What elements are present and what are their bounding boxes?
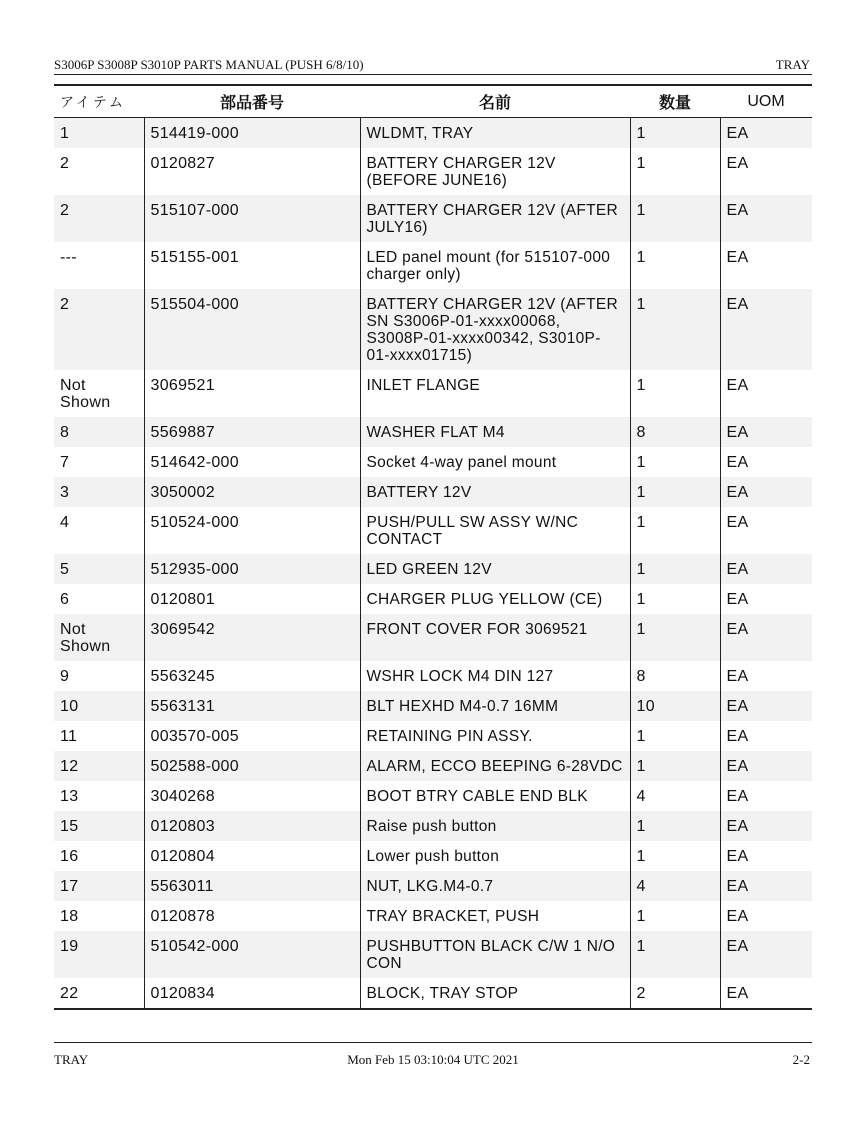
table-row [54, 507, 812, 554]
cell-quantity: 10 [630, 691, 720, 721]
parts-table-body [54, 118, 812, 1010]
cell-name: PUSHBUTTON BLACK C/W 1 N/O CON [360, 931, 630, 978]
parts-table [54, 84, 812, 1010]
column-header-item: アイテム [54, 85, 144, 118]
cell-uom: EA [720, 477, 812, 507]
cell-uom: EA [720, 931, 812, 978]
cell-quantity: 1 [630, 751, 720, 781]
cell-quantity: 1 [630, 584, 720, 614]
table-row [54, 370, 812, 417]
cell-part-number: 3069542 [144, 614, 360, 661]
cell-part-number: 5569887 [144, 417, 360, 447]
cell-quantity: 1 [630, 118, 720, 149]
cell-part-number: 5563131 [144, 691, 360, 721]
cell-quantity: 1 [630, 507, 720, 554]
table-row [54, 118, 812, 149]
column-header-uom: UOM [720, 85, 812, 118]
cell-uom: EA [720, 370, 812, 417]
parts-table-container [54, 84, 812, 1010]
cell-part-number: 0120827 [144, 148, 360, 195]
cell-item: --- [60, 249, 77, 266]
cell-item: 2 [54, 195, 144, 242]
table-row [54, 841, 812, 871]
cell-quantity: 1 [630, 811, 720, 841]
column-header-part-number: 部品番号 [144, 85, 360, 118]
cell-name: RETAINING PIN ASSY. [360, 721, 630, 751]
cell-quantity: 1 [630, 554, 720, 584]
table-row [54, 901, 812, 931]
cell-name: PUSH/PULL SW ASSY W/NC CONTACT [360, 507, 630, 554]
cell-name: BATTERY CHARGER 12V (AFTER JULY16) [360, 195, 630, 242]
cell-uom: EA [720, 614, 812, 661]
cell-uom: EA [720, 661, 812, 691]
table-row [54, 691, 812, 721]
section-name: TRAY [775, 57, 810, 72]
cell-uom: EA [720, 871, 812, 901]
cell-uom: EA [720, 447, 812, 477]
cell-name: LED GREEN 12V [360, 554, 630, 584]
cell-uom: EA [720, 554, 812, 584]
cell-uom: EA [720, 811, 812, 841]
cell-uom: EA [720, 781, 812, 811]
cell-item: 2 [54, 289, 144, 370]
cell-uom: EA [720, 584, 812, 614]
cell-name: WASHER FLAT M4 [360, 417, 630, 447]
cell-uom: EA [720, 195, 812, 242]
table-row [54, 751, 812, 781]
cell-item: Not Shown [54, 614, 144, 661]
cell-item: 10 [54, 691, 144, 721]
cell-item: 4 [60, 514, 70, 531]
cell-item: 15 [54, 811, 144, 841]
cell-part-number: 0120878 [144, 901, 360, 931]
cell-quantity: 1 [630, 195, 720, 242]
column-header-quantity: 数量 [630, 85, 720, 118]
table-row [54, 242, 812, 289]
column-header-name: 名前 [360, 85, 630, 118]
cell-quantity: 1 [630, 370, 720, 417]
table-row [54, 477, 812, 507]
cell-quantity: 1 [630, 901, 720, 931]
table-row [54, 554, 812, 584]
cell-quantity: 1 [630, 614, 720, 661]
cell-name: Lower push button [360, 841, 630, 871]
cell-item: 22 [60, 985, 79, 1002]
cell-part-number: 003570-005 [144, 721, 360, 751]
cell-name: TRAY BRACKET, PUSH [360, 901, 630, 931]
table-row [54, 781, 812, 811]
table-row [54, 661, 812, 691]
page-number: 2-2 [792, 1052, 810, 1067]
table-row [54, 931, 812, 978]
cell-part-number: 512935-000 [144, 554, 360, 584]
cell-name: LED panel mount (for 515107-000 charger only) [360, 242, 630, 289]
cell-name: WLDMT, TRAY [360, 118, 630, 149]
cell-item: 17 [54, 871, 144, 901]
cell-uom: EA [720, 417, 812, 447]
cell-part-number: 0120804 [144, 841, 360, 871]
cell-name: BOOT BTRY CABLE END BLK [360, 781, 630, 811]
cell-uom: EA [720, 118, 812, 149]
cell-name: Raise push button [360, 811, 630, 841]
table-row [54, 871, 812, 901]
cell-quantity: 4 [630, 781, 720, 811]
cell-quantity: 1 [630, 931, 720, 978]
cell-item: 1 [54, 118, 144, 149]
cell-part-number: 0120801 [144, 584, 360, 614]
cell-item: 6 [60, 591, 70, 608]
cell-name: CHARGER PLUG YELLOW (CE) [360, 584, 630, 614]
cell-quantity: 4 [630, 871, 720, 901]
cell-item: 12 [54, 751, 144, 781]
cell-item: 19 [54, 931, 144, 978]
cell-part-number: 510542-000 [144, 931, 360, 978]
cell-item: 18 [60, 908, 79, 925]
cell-part-number: 3050002 [144, 477, 360, 507]
cell-part-number: 514642-000 [144, 447, 360, 477]
cell-part-number: 5563245 [144, 661, 360, 691]
table-row [54, 811, 812, 841]
table-row [54, 148, 812, 195]
cell-name: WSHR LOCK M4 DIN 127 [360, 661, 630, 691]
cell-name: ALARM, ECCO BEEPING 6-28VDC [360, 751, 630, 781]
footer-divider [54, 1042, 812, 1043]
cell-uom: EA [720, 148, 812, 195]
cell-part-number: 515504-000 [144, 289, 360, 370]
footer-section: TRAY [54, 1052, 89, 1067]
cell-uom: EA [720, 751, 812, 781]
table-row [54, 447, 812, 477]
document-title: S3006P S3008P S3010P PARTS MANUAL (PUSH 6/8/10) [54, 57, 364, 72]
cell-uom: EA [720, 691, 812, 721]
cell-item: 2 [60, 155, 70, 172]
cell-uom: EA [720, 507, 812, 554]
cell-name: BATTERY CHARGER 12V (AFTER SN S3006P-01-xxxx00068, S3008P-01-xxxx00342, S3010P-01-xxxx01715) [360, 289, 630, 370]
cell-name: INLET FLANGE [360, 370, 630, 417]
cell-part-number: 514419-000 [144, 118, 360, 149]
cell-quantity: 1 [630, 477, 720, 507]
cell-quantity: 1 [630, 148, 720, 195]
cell-name: NUT, LKG.M4-0.7 [360, 871, 630, 901]
cell-uom: EA [720, 242, 812, 289]
table-row [54, 614, 812, 661]
table-row [54, 978, 812, 1009]
cell-name: Socket 4-way panel mount [360, 447, 630, 477]
cell-quantity: 1 [630, 242, 720, 289]
cell-part-number: 515107-000 [144, 195, 360, 242]
cell-item: 8 [54, 417, 144, 447]
cell-part-number: 3069521 [144, 370, 360, 417]
table-row [54, 289, 812, 370]
cell-item: Not Shown [60, 377, 111, 411]
cell-uom: EA [720, 978, 812, 1009]
cell-name: FRONT COVER FOR 3069521 [360, 614, 630, 661]
table-row [54, 195, 812, 242]
cell-name: BLT HEXHD M4-0.7 16MM [360, 691, 630, 721]
cell-quantity: 1 [630, 721, 720, 751]
cell-part-number: 515155-001 [144, 242, 360, 289]
table-row [54, 584, 812, 614]
cell-item: 5 [54, 554, 144, 584]
cell-uom: EA [720, 721, 812, 751]
cell-uom: EA [720, 841, 812, 871]
cell-quantity: 1 [630, 447, 720, 477]
cell-quantity: 1 [630, 289, 720, 370]
table-row [54, 417, 812, 447]
cell-name: BLOCK, TRAY STOP [360, 978, 630, 1009]
cell-item: 3 [54, 477, 144, 507]
table-header-row [54, 85, 812, 118]
cell-part-number: 0120834 [144, 978, 360, 1009]
footer-timestamp: Mon Feb 15 03:10:04 UTC 2021 [347, 1052, 519, 1067]
cell-name: BATTERY CHARGER 12V (BEFORE JUNE16) [360, 148, 630, 195]
cell-item: 13 [60, 788, 79, 805]
cell-part-number: 510524-000 [144, 507, 360, 554]
cell-part-number: 3040268 [144, 781, 360, 811]
header-divider [54, 74, 812, 75]
cell-quantity: 8 [630, 661, 720, 691]
table-row [54, 721, 812, 751]
cell-part-number: 5563011 [144, 871, 360, 901]
cell-quantity: 8 [630, 417, 720, 447]
cell-quantity: 2 [630, 978, 720, 1009]
cell-uom: EA [720, 901, 812, 931]
cell-name: BATTERY 12V [360, 477, 630, 507]
cell-item: 11 [60, 728, 78, 745]
cell-item: 16 [60, 848, 79, 865]
cell-uom: EA [720, 289, 812, 370]
cell-part-number: 502588-000 [144, 751, 360, 781]
cell-item: 9 [60, 668, 70, 685]
cell-part-number: 0120803 [144, 811, 360, 841]
cell-item: 7 [60, 454, 70, 471]
cell-quantity: 1 [630, 841, 720, 871]
